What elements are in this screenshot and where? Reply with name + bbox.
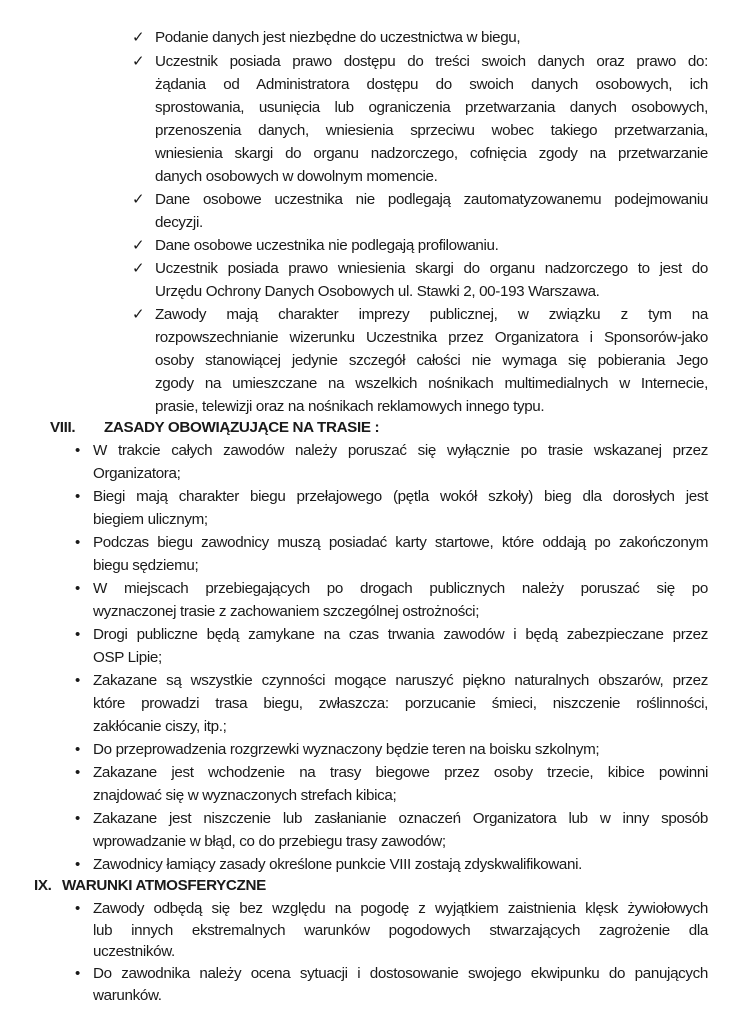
check-icon: ✓ (132, 237, 145, 254)
bullet-item-line: uczestników. (93, 943, 175, 960)
check-item-line: Dane osobowe uczestnika nie podlegają zautomatyzowanemu podejmowaniu (155, 191, 708, 208)
check-item-line: Zawody mają charakter imprezy publicznej, w związku z tym na (155, 306, 708, 323)
bullet-item-line: Zakazane jest niszczenie lub zasłanianie oznaczeń Organizatora lub w inny sposób (93, 810, 708, 827)
section-number: IX. (34, 877, 52, 894)
check-item-line: zgody na umieszczane na wszelkich nośnikach multimedialnych w Internecie, (155, 375, 708, 392)
check-item-line: Urzędu Ochrony Danych Osobowych ul. Stawki 2, 00-193 Warszawa. (155, 283, 600, 300)
check-item-line: Podanie danych jest niezbędne do uczestnictwa w biegu, (155, 29, 521, 46)
bullet-item-line: OSP Lipie; (93, 649, 162, 666)
section-heading: ZASADY OBOWIĄZUJĄCE NA TRASIE : (104, 419, 380, 436)
bullet-item-line: Biegi mają charakter biegu przełajowego (pętla wokół szkoły) bieg dla dorosłych jest (93, 488, 708, 505)
bullet-icon: • (75, 626, 81, 643)
bullet-icon: • (75, 741, 81, 758)
bullet-item-line: które prowadzi trasa biegu, zwłaszcza: porzucanie śmieci, niszczenie roślinności, (93, 695, 708, 712)
bullet-item-line: wyznaczonej trasie z zachowaniem szczególnej ostrożności; (93, 603, 480, 620)
bullet-item-line: znajdować się w wyznaczonych strefach kibica; (93, 787, 397, 804)
check-icon: ✓ (132, 306, 145, 323)
bullet-icon: • (75, 810, 81, 827)
bullet-item-line: Zakazane jest wchodzenie na trasy biegowe przez osoby trzecie, kibice powinni (93, 764, 708, 781)
check-item-line: danych osobowych w dowolnym momencie. (155, 168, 438, 185)
check-item-line: prasie, telewizji oraz na nośnikach reklamowych innego typu. (155, 398, 545, 415)
check-item-line: Uczestnik posiada prawo dostępu do treści swoich danych oraz prawo do: (155, 53, 708, 70)
bullet-item-line: biegiem ulicznym; (93, 511, 208, 528)
check-icon: ✓ (132, 260, 145, 277)
check-item-line: Uczestnik posiada prawo wniesienia skargi do organu nadzorczego to jest do (155, 260, 708, 277)
check-item-line: Dane osobowe uczestnika nie podlegają profilowaniu. (155, 237, 499, 254)
check-item-line: osoby stanowiącej jedynie szczegół całości nie wymaga się pobierania Jego (155, 352, 708, 369)
bullet-icon: • (75, 856, 81, 873)
check-item-line: sprostowania, usunięcia lub ograniczenia przetwarzania danych osobowych, (155, 99, 708, 116)
bullet-item-line: wprowadzanie w błąd, co do przebiegu trasy zawodów; (93, 833, 446, 850)
bullet-item-line: zakłócanie ciszy, itp.; (93, 718, 227, 735)
check-icon: ✓ (132, 29, 145, 46)
bullet-item-line: lub innych ekstremalnych warunków pogodowych stwarzających zagrożenie dla (93, 922, 708, 939)
bullet-icon: • (75, 442, 81, 459)
check-item-line: rozpowszechnianie wizerunku Uczestnika przez Organizatora i Sponsorów-jako (155, 329, 708, 346)
bullet-icon: • (75, 900, 81, 917)
check-item-line: przenoszenia danych, wniesienia sprzeciwu wobec takiego przetwarzania, (155, 122, 708, 139)
bullet-item-line: Zakazane są wszystkie czynności mogące naruszyć piękno naturalnych obszarów, przez (93, 672, 708, 689)
bullet-icon: • (75, 672, 81, 689)
bullet-item-line: Drogi publiczne będą zamykane na czas trwania zawodów i będą zabezpieczane przez (93, 626, 708, 643)
check-icon: ✓ (132, 191, 145, 208)
check-item-line: żądania od Administratora dostępu do swoich danych osobowych, ich (155, 76, 708, 93)
bullet-item-line: Zawodnicy łamiący zasady określone punkcie VIII zostają zdyskwalifikowani. (93, 856, 583, 873)
bullet-item-line: Do zawodnika należy ocena sytuacji i dostosowanie swojego ekwipunku do panujących (93, 965, 708, 982)
bullet-item-line: W trakcie całych zawodów należy poruszać się wyłącznie po trasie wskazanej przez (93, 442, 708, 459)
bullet-icon: • (75, 764, 81, 781)
bullet-item-line: Do przeprowadzenia rozgrzewki wyznaczony będzie teren na boisku szkolnym; (93, 741, 600, 758)
check-icon: ✓ (132, 53, 145, 70)
bullet-item-line: Organizatora; (93, 465, 181, 482)
check-item-line: wniesienia skargi do organu nadzorczego, cofnięcia zgody na przetwarzanie (155, 145, 708, 162)
bullet-icon: • (75, 965, 81, 982)
bullet-item-line: Zawody odbędą się bez względu na pogodę z wyjątkiem zaistnienia klęsk żywiołowych (93, 900, 708, 917)
bullet-icon: • (75, 488, 81, 505)
bullet-item-line: Podczas biegu zawodnicy muszą posiadać karty startowe, które oddają po zakończonym (93, 534, 708, 551)
section-heading: WARUNKI ATMOSFERYCZNE (62, 877, 266, 894)
bullet-item-line: warunków. (93, 987, 162, 1004)
bullet-icon: • (75, 534, 81, 551)
section-number: VIII. (50, 419, 76, 436)
bullet-item-line: biegu sędziemu; (93, 557, 199, 574)
check-item-line: decyzji. (155, 214, 203, 231)
bullet-icon: • (75, 580, 81, 597)
bullet-item-line: W miejscach przebiegających po drogach publicznych należy poruszać się po (93, 580, 708, 597)
